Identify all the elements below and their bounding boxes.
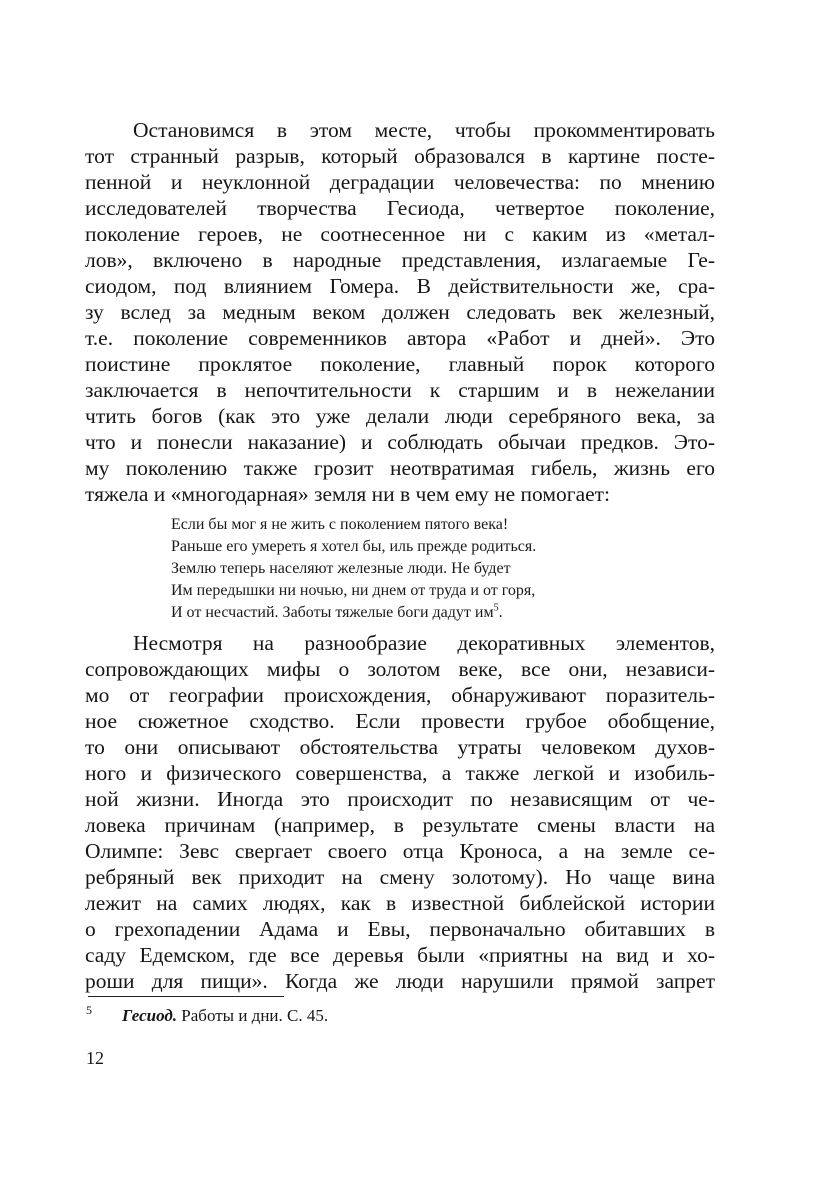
poem-line: Им передышки ни ночью, ни днем от труда и от горя, <box>171 582 536 599</box>
footnote-text: Работы и дни. С. 45. <box>181 1006 329 1025</box>
footnote-reference[interactable]: 5 <box>493 602 499 614</box>
poem-quote <box>171 514 715 624</box>
text-line: поистине проклятое поколение, главный порок которого <box>85 352 715 376</box>
text-line: мо от географии происхождения, обнаруживают поразитель- <box>85 683 715 707</box>
paragraph-2 <box>85 630 715 994</box>
text-line: лежит на самих людях, как в известной библейской истории <box>85 891 715 915</box>
text-line: что и понесли наказание) и соблюдать обычаи предков. Это- <box>85 430 715 454</box>
main-text <box>85 117 715 994</box>
text-line: ное сюжетное сходство. Если провести грубое обобщение, <box>85 709 715 733</box>
footnote: 5 Гесиод. Работы и дни. С. 45. <box>86 1003 329 1025</box>
text-line: ребряный век приходит на смену золотому). Но чаще вина <box>85 865 715 889</box>
text-line: поколение героев, не соотнесенное ни с каким из «метал- <box>85 222 715 246</box>
text-line: заключается в непочтительности к старшим и в нежелании <box>85 378 715 402</box>
text-line: сиодом, под влиянием Гомера. В действительности же, сра- <box>85 274 715 298</box>
text-line: роши для пищи». Когда же люди нарушили прямой запрет <box>85 969 715 993</box>
text-line: саду Едемском, где все деревья были «приятны на вид и хо- <box>85 943 715 967</box>
text-line: т.е. поколение современников автора «Работ и дней». Это <box>85 326 715 350</box>
footnote-author: Гесиод. <box>122 1006 178 1025</box>
page-number: 12 <box>86 1048 104 1068</box>
text-line: о грехопадении Адама и Евы, первоначально обитавших в <box>85 917 715 941</box>
text-line: сопровождающих мифы о золотом веке, все они, независи- <box>85 657 715 681</box>
poem-line: Раньше его умереть я хотел бы, иль прежде родиться. <box>171 538 537 555</box>
text-line: лов», включено в народные представления, излагаемые Ге- <box>85 248 715 272</box>
text-line: пенной и неуклонной деградации человечества: по мнению <box>85 170 715 194</box>
footnote-divider <box>88 996 284 997</box>
text-line: ловека причинам (например, в результате смены власти на <box>85 813 715 837</box>
text-line: ного и физического совершенства, а также легкой и изобиль- <box>85 761 715 785</box>
poem-line: Землю теперь населяют железные люди. Не будет <box>171 560 511 577</box>
text-line: исследователей творчества Гесиода, четвертое поколение, <box>85 196 715 220</box>
text-line: ной жизни. Иногда это происходит по независящим от че- <box>85 787 715 811</box>
text-line: чтить богов (как это уже делали люди серебряного века, за <box>85 404 715 428</box>
text-line: му поколению также грозит неотвратимая гибель, жизнь его <box>85 456 715 480</box>
poem-end-punctuation: . <box>498 604 503 621</box>
text-line: тот странный разрыв, который образовался в картине посте- <box>85 144 715 168</box>
text-line: Несмотря на разнообразие декоративных элементов, <box>133 631 715 655</box>
poem-line: И от несчастий. Заботы тяжелые боги дадут им <box>171 604 494 621</box>
text-line: тяжела и «многодарная» земля ни в чем ему не помогает: <box>85 482 611 506</box>
poem-line: Если бы мог я не жить с поколением пятого века! <box>171 516 509 533</box>
paragraph-1 <box>85 117 715 507</box>
text-line: Олимпе: Зевс свергает своего отца Кроноса, а на земле се- <box>85 839 715 863</box>
text-line: Остановимся в этом месте, чтобы прокомментировать <box>133 118 715 142</box>
text-line: зу вслед за медным веком должен следовать век железный, <box>85 300 715 324</box>
text-line: то они описывают обстоятельства утраты человеком духов- <box>85 735 715 759</box>
poem-last-line <box>171 602 715 624</box>
